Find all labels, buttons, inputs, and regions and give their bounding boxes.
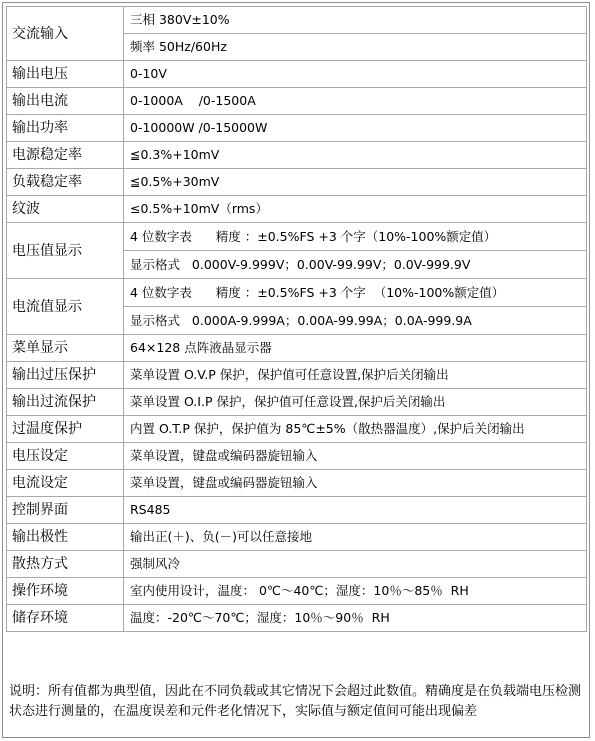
row-label: 交流输入 (7, 7, 124, 61)
row-label: 纹波 (7, 196, 124, 223)
row-value: 菜单设置 O.I.P 保护，保护值可任意设置,保护后关闭输出 (124, 389, 587, 416)
row-label: 电源稳定率 (7, 142, 124, 169)
row-value: 菜单设置，键盘或编码器旋钮输入 (124, 470, 587, 497)
table-row (7, 7, 587, 34)
table-row (7, 497, 587, 524)
row-value: 显示格式 0.000A-9.999A；0.00A-99.99A；0.0A-999.9A (124, 307, 587, 335)
row-label: 电流值显示 (7, 279, 124, 335)
row-label: 控制界面 (7, 497, 124, 524)
row-value: 频率 50Hz/60Hz (124, 34, 587, 61)
table-row (7, 362, 587, 389)
table-row (7, 605, 587, 632)
row-value: 强制风冷 (124, 551, 587, 578)
row-value: 菜单设置 O.V.P 保护，保护值可任意设置,保护后关闭输出 (124, 362, 587, 389)
row-value: 三相 380V±10% (124, 7, 587, 34)
table-row (7, 389, 587, 416)
table-row (7, 115, 587, 142)
row-value: 0-10V (124, 61, 587, 88)
row-label: 电流设定 (7, 470, 124, 497)
row-value: 0-10000W /0-15000W (124, 115, 587, 142)
row-value: 内置 O.T.P 保护，保护值为 85℃±5%（散热器温度）,保护后关闭输出 (124, 416, 587, 443)
row-label: 负载稳定率 (7, 169, 124, 196)
table-row (7, 416, 587, 443)
row-label: 输出功率 (7, 115, 124, 142)
table-row (7, 142, 587, 169)
table-row (7, 196, 587, 223)
table-row (7, 169, 587, 196)
row-value: 4 位数字表 精度 ：±0.5%FS +3 个字（10%-100%额定值） (124, 223, 587, 251)
row-value: 64×128 点阵液晶显示器 (124, 335, 587, 362)
row-value: 输出正(＋)、负(－)可以任意接地 (124, 524, 587, 551)
row-label: 输出过流保护 (7, 389, 124, 416)
row-value: 显示格式 0.000V-9.999V；0.00V-99.99V；0.0V-999.9V (124, 251, 587, 279)
table-row (7, 470, 587, 497)
row-value: ≦0.5%+30mV (124, 169, 587, 196)
row-label: 输出过压保护 (7, 362, 124, 389)
table-row (7, 279, 587, 307)
row-value: 室内使用设计，温度： 0℃～40℃；湿度：10％～85％ RH (124, 578, 587, 605)
table-row (7, 443, 587, 470)
table-row (7, 61, 587, 88)
row-value: 菜单设置，键盘或编码器旋钮输入 (124, 443, 587, 470)
table-row (7, 551, 587, 578)
row-value: ≦0.3%+10mV (124, 142, 587, 169)
row-value: 温度：-20℃～70℃；湿度：10％～90％ RH (124, 605, 587, 632)
row-label: 电压值显示 (7, 223, 124, 279)
table-row (7, 578, 587, 605)
row-label: 电压设定 (7, 443, 124, 470)
table-row (7, 88, 587, 115)
table-row (7, 223, 587, 251)
row-value: 4 位数字表 精度 ：±0.5%FS +3 个字 （10%-100%额定值） (124, 279, 587, 307)
row-label: 菜单显示 (7, 335, 124, 362)
row-value: ≤0.5%+10mV（rms） (124, 196, 587, 223)
spec-sheet (2, 2, 590, 738)
footnote: 说明：所有值都为典型值，因此在不同负载或其它情况下会超过此数值。精确度是在负载端电压检测状态进行测量的，在温度误差和元件老化情况下，实际值与额定值间可能出现偏差 (9, 684, 582, 719)
spec-table (6, 6, 587, 632)
row-value: RS485 (124, 497, 587, 524)
row-label: 过温度保护 (7, 416, 124, 443)
row-label: 储存环境 (7, 605, 124, 632)
row-label: 输出电压 (7, 61, 124, 88)
table-row (7, 335, 587, 362)
row-label: 散热方式 (7, 551, 124, 578)
row-label: 输出电流 (7, 88, 124, 115)
row-label: 操作环境 (7, 578, 124, 605)
row-value: 0-1000A /0-1500A (124, 88, 587, 115)
table-row (7, 524, 587, 551)
row-label: 输出极性 (7, 524, 124, 551)
